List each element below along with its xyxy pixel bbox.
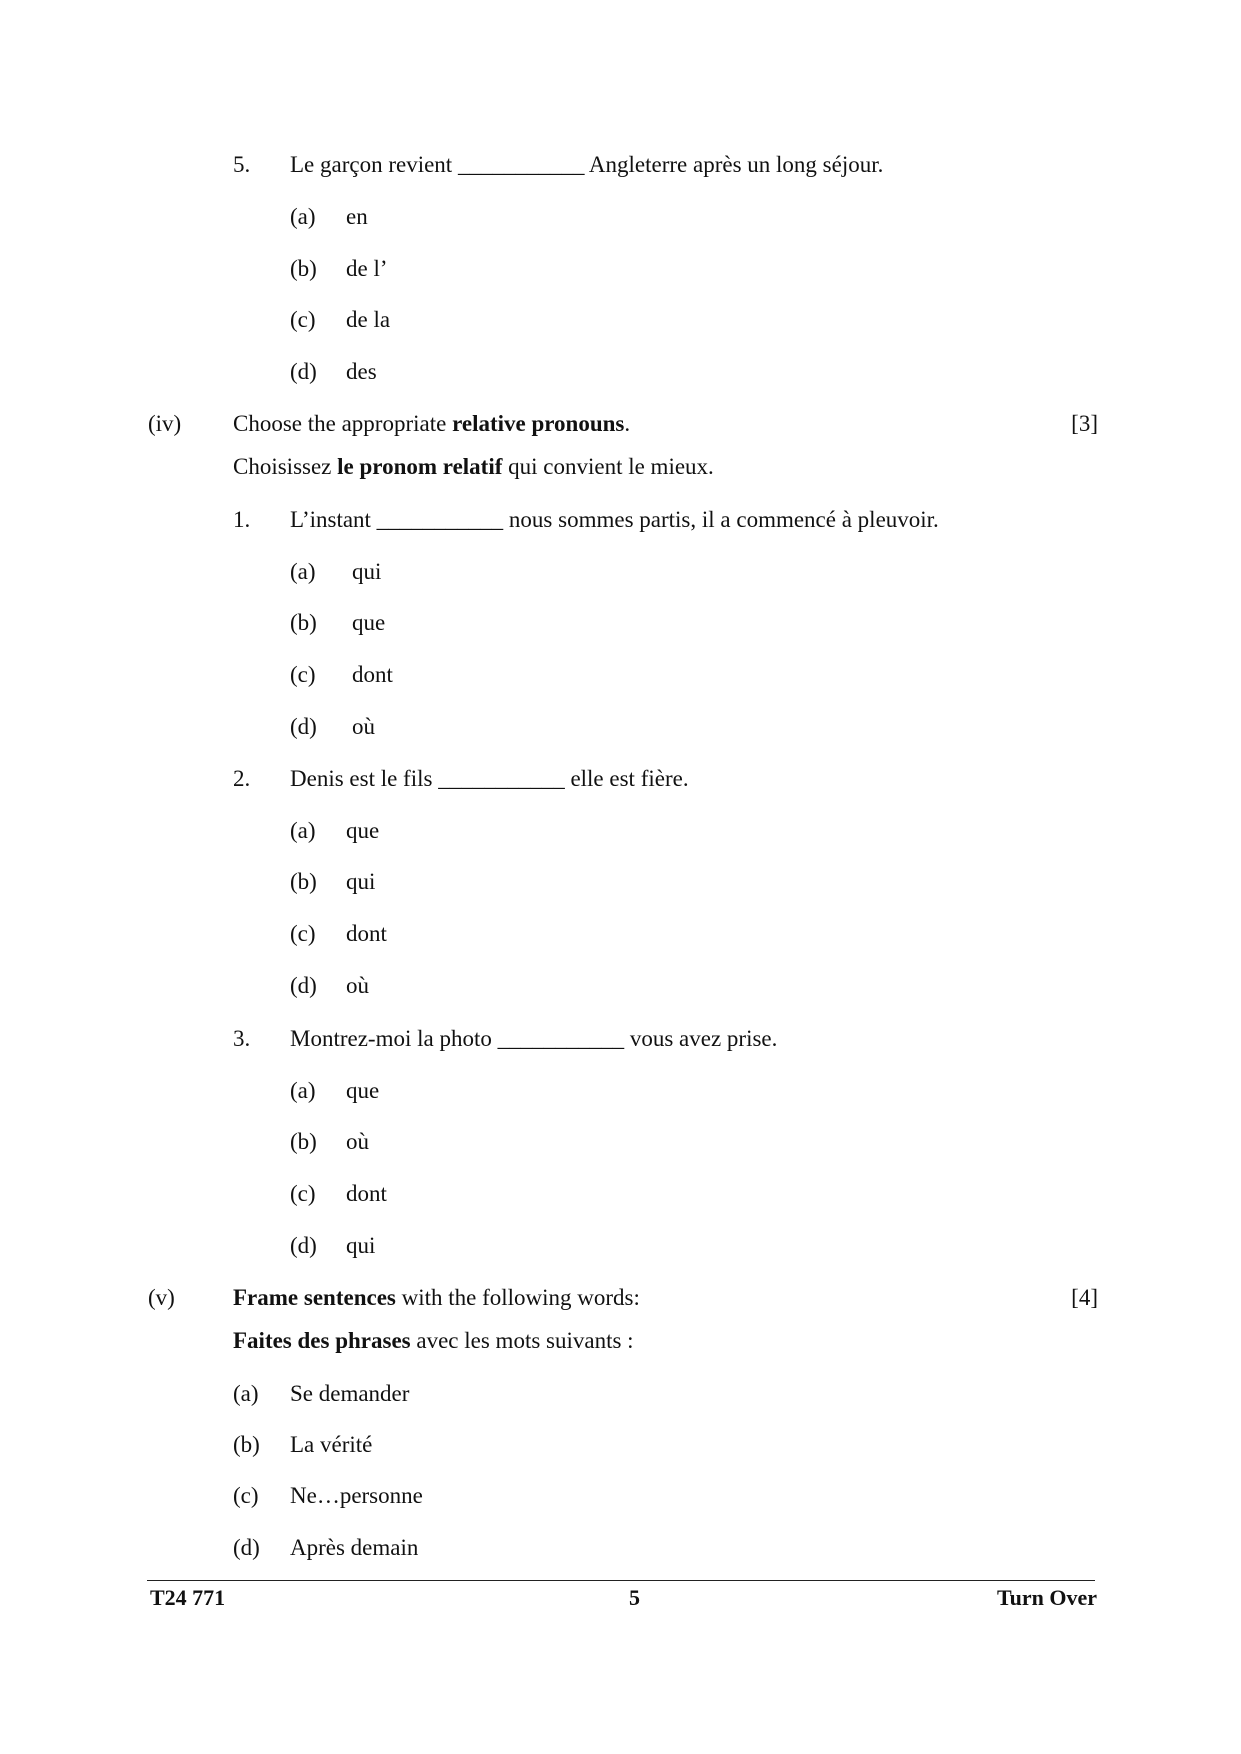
item-label: (c) bbox=[233, 1483, 259, 1508]
item-text: Se demander bbox=[290, 1381, 410, 1406]
option-label: (c) bbox=[290, 1181, 316, 1206]
question-number: 2. bbox=[233, 766, 251, 791]
section-instruction-en: Frame sentences with the following words: bbox=[233, 1285, 640, 1310]
section-instruction-fr: Faites des phrases avec les mots suivants : bbox=[233, 1328, 634, 1353]
item-label: (d) bbox=[233, 1535, 260, 1560]
option-label: (d) bbox=[290, 1233, 317, 1258]
section-number: (v) bbox=[148, 1285, 175, 1310]
section-marks: [4] bbox=[1071, 1285, 1098, 1310]
option-text: des bbox=[346, 359, 377, 384]
question-stem: Montrez-moi la photo ___________ vous avez prise. bbox=[290, 1026, 778, 1051]
question-number: 1. bbox=[233, 507, 251, 532]
question-stem: L’instant ___________ nous sommes partis, il a commencé à pleuvoir. bbox=[290, 507, 939, 532]
item-text: Ne…personne bbox=[290, 1483, 423, 1508]
item-label: (a) bbox=[233, 1381, 259, 1406]
item-label: (b) bbox=[233, 1432, 260, 1457]
section-instruction-fr: Choisissez le pronom relatif qui convient le mieux. bbox=[233, 454, 714, 479]
turn-over-label: Turn Over bbox=[996, 1585, 1097, 1610]
option-text: de la bbox=[346, 307, 391, 332]
option-label: (b) bbox=[290, 256, 317, 281]
question-stem: Le garçon revient ___________ Angleterre après un long séjour. bbox=[290, 152, 884, 177]
option-label: (a) bbox=[290, 559, 316, 584]
option-label: (b) bbox=[290, 1129, 317, 1154]
option-text: en bbox=[346, 204, 368, 229]
item-text: La vérité bbox=[290, 1432, 373, 1457]
option-label: (b) bbox=[290, 869, 317, 894]
item-text: Après demain bbox=[290, 1535, 419, 1560]
option-text: que bbox=[346, 1078, 380, 1103]
option-label: (c) bbox=[290, 662, 316, 687]
section-marks: [3] bbox=[1071, 411, 1098, 436]
option-label: (a) bbox=[290, 1078, 316, 1103]
option-text: qui bbox=[346, 869, 376, 894]
option-label: (a) bbox=[290, 818, 316, 843]
question-number: 3. bbox=[233, 1026, 251, 1051]
option-text: où bbox=[352, 714, 375, 739]
option-text: que bbox=[352, 610, 386, 635]
option-text: dont bbox=[346, 1181, 387, 1206]
option-label: (a) bbox=[290, 204, 316, 229]
option-text: dont bbox=[346, 921, 387, 946]
option-text: que bbox=[346, 818, 380, 843]
section-number: (iv) bbox=[148, 411, 182, 436]
page-number: 5 bbox=[629, 1585, 640, 1610]
option-text: où bbox=[346, 1129, 369, 1154]
option-text: où bbox=[346, 973, 369, 998]
option-label: (c) bbox=[290, 921, 316, 946]
option-text: de l’ bbox=[346, 256, 388, 281]
option-label: (d) bbox=[290, 714, 317, 739]
option-label: (d) bbox=[290, 359, 317, 384]
paper-code: T24 771 bbox=[150, 1585, 226, 1610]
option-text: qui bbox=[352, 559, 382, 584]
option-text: qui bbox=[346, 1233, 376, 1258]
question-stem: Denis est le fils ___________ elle est fière. bbox=[290, 766, 689, 791]
option-label: (d) bbox=[290, 973, 317, 998]
footer-divider bbox=[147, 1580, 1095, 1581]
option-label: (b) bbox=[290, 610, 317, 635]
option-label: (c) bbox=[290, 307, 316, 332]
section-instruction-en: Choose the appropriate relative pronouns. bbox=[233, 411, 631, 436]
option-text: dont bbox=[352, 662, 393, 687]
question-number: 5. bbox=[233, 152, 251, 177]
